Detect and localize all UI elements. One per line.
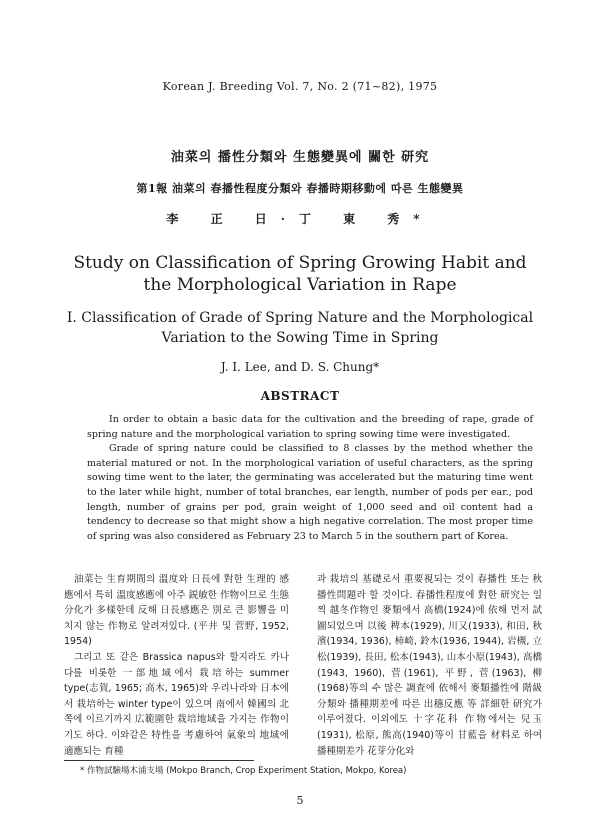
korean-subtitle: 第1報 油菜의 春播性程度分類와 春播時期移動에 따른 生態變異 [136,182,464,195]
english-authors: J. I. Lee, and D. S. Chung* [220,360,380,374]
body-column-left [64,572,289,759]
english-subtitle-line: Variation to the Sowing Time in Spring [161,330,439,346]
body-paragraph: 그리고 또 같은 Brassica napus와 할지라도 카나다를 비롯한 一部地域에서 栽培하는 summer type(志賀, 1965; 高木, 1965)와 우리나라와 日本에서 栽培하는 winter type이 있으며 南에서 韓國의 北쪽에 이르기까지 広範圍한 栽培地域을 가지는 作物이기도 하다. 이와같은 特性을 考慮하여 氣象의 地域에 適應되는 育種 [64,651,289,757]
abstract-heading: ABSTRACT [260,389,340,403]
english-subtitle [0,308,600,348]
english-subtitle-line: I. Classification of Grade of Spring Nature and the Morphological [66,310,534,326]
korean-title: 油菜의 播性分類와 生態變異에 關한 研究 [170,150,430,165]
korean-authors: 李 正 日·丁 東 秀* [166,212,434,226]
footnote-divider [64,760,254,761]
abstract-paragraph: Grade of spring nature could be classified to 8 classes by the method whether the material matured or not. In the morphological variation of useful characters, as the spring sowing time went to the later, the germinating was accelerated but the maturing time went to the later while hight, number of total branches, ear length, number of pods per ear., pod length, number of grains per pod, grain weight of 1,000 seed and oil content had a tendency to decrease so that might show a high negative correlation. The most proper time of spring was also considered as February 23 to March 5 in the southern part of Korea. [87,443,533,542]
english-title-line: Study on Classification of Spring Growing Habit and [73,253,527,273]
abstract-paragraph: In order to obtain a basic data for the cultivation and the breeding of rape, grade of spring nature and the morphological variation to spring sowing time were investigated. [87,414,533,440]
english-title [0,252,600,296]
abstract-body [87,413,533,544]
body-column-right [317,572,542,759]
body-paragraph: 油菜는 生育期間의 溫度와 日長에 對한 生理的 感應에서 특히 溫度感應에 아주 鋭敏한 作物이므로 生態分化가 多樣한데 反해 日長感應은 別로 큰 影響을 미치지 않는 作物로 알려져있다. (平井 및 菅野, 1952, 1954) [64,574,289,648]
journal-citation: Korean J. Breeding Vol. 7, No. 2 (71~82), 1975 [162,80,438,93]
english-title-line: the Morphological Variation in Rape [143,275,457,295]
footnote: * 作物試驗場木浦支場 (Mokpo Branch, Crop Experiment Station, Mokpo, Korea) [80,766,407,776]
page-number: 5 [296,794,304,807]
body-paragraph: 과 栽培의 基礎로서 重要視되는 것이 春播性 또는 秋播性問題라 할 것이다. 春播性程度에 對한 研究는 일찍 越冬作物인 麥類에서 高橋(1924)에 依해 먼저 試圖되었으며 以後 稗本(1929), 川又(1933), 和田, 秋濱(1934, 1936), 柿崎, 鈴木(1936, 1944), 岩槻, 立松(1939), 長田, 松本(1943), 山本小原(1943), 高橋(1943, 1960), 菅(1961), 平野, 菅(1963), 柳(1968)等의 수 많은 調査에 依해서 麥類播性에 階級分類와 播種期差에 따른 出穗反應 等 詳細한 研究가 이루어졌다. 이외에도 十字花科 作物에서는 兒玉(1931), 松原, 熊高(1940)等이 甘藍을 材料로 하여 播種期差가 花芽分化와 [317,574,542,757]
